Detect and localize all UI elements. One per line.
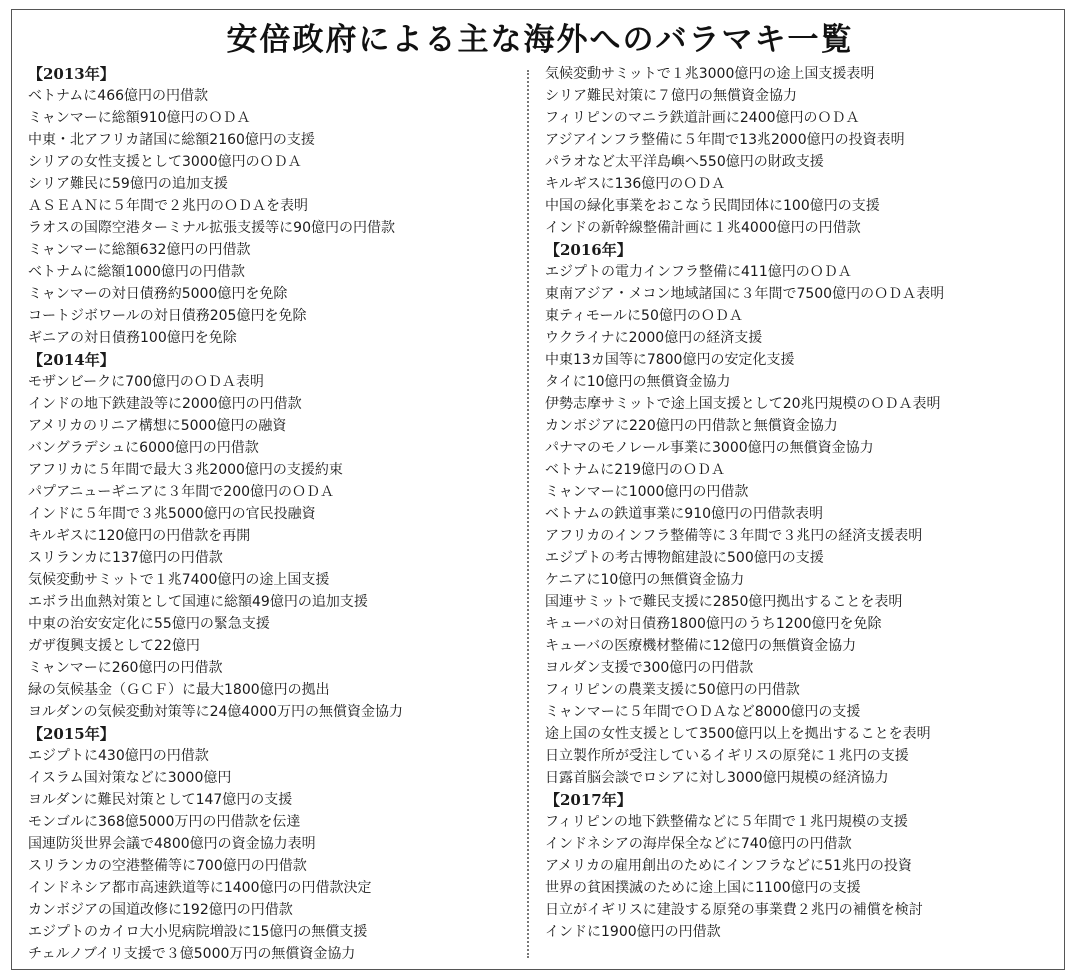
year-heading: 【2013年】 — [28, 65, 115, 83]
list-item: ラオスの国際空港ターミナル拡張支援等に90億円の円借款 — [28, 220, 395, 236]
list-item: 中国の緑化事業をおこなう民間団体に100億円の支援 — [545, 198, 880, 214]
list-item: キューバの対日債務1800億円のうち1200億円を免除 — [545, 616, 882, 632]
list-item: キューバの医療機材整備に12億円の無償資金協力 — [545, 638, 857, 654]
list-item: アメリカの雇用創出のためにインフラなどに51兆円の投資 — [545, 858, 912, 874]
list-item: エジプトのカイロ大小児病院増設に15億円の無償支援 — [28, 924, 368, 940]
list-item: 東南アジア・メコン地域諸国に３年間で7500億円のＯＤＡ表明 — [545, 286, 945, 302]
list-item: エジプトの電力インフラ整備に411億円のＯＤＡ — [545, 264, 852, 280]
list-item: 世界の貧困撲滅のために途上国に1100億円の支援 — [545, 880, 861, 896]
list-item: バングラデシュに6000億円の円借款 — [28, 440, 259, 456]
list-item: ベトナムに総額1000億円の円借款 — [28, 264, 245, 280]
year-heading: 【2017年】 — [545, 791, 632, 809]
list-item: パナマのモノレール事業に3000億円の無償資金協力 — [545, 440, 874, 456]
list-item: ベトナムに466億円の円借款 — [28, 88, 209, 104]
list-item: 緑の気候基金（ＧＣＦ）に最大1800億円の拠出 — [28, 682, 330, 698]
list-item: モザンビークに700億円のＯＤＡ表明 — [28, 374, 264, 390]
list-item: インドネシア都市高速鉄道等に1400億円の円借款決定 — [28, 880, 372, 896]
list-item: ミャンマーに総額910億円のＯＤＡ — [28, 110, 251, 126]
list-item: 途上国の女性支援として3500億円以上を拠出することを表明 — [545, 726, 931, 742]
list-item: コートジボワールの対日債務205億円を免除 — [28, 308, 307, 324]
list-item: エジプトに430億円の円借款 — [28, 748, 209, 764]
list-item: シリアの女性支援として3000億円のＯＤＡ — [28, 154, 302, 170]
document-title: 安倍政府による主な海外へのバラマキ一覧 — [226, 22, 854, 58]
list-item: エボラ出血熱対策として国連に総額49億円の追加支援 — [28, 594, 368, 610]
column-divider — [527, 70, 529, 958]
list-item: イスラム国対策などに3000億円 — [28, 770, 232, 786]
list-item: ヨルダンの気候変動対策等に24億4000万円の無償資金協力 — [28, 704, 404, 720]
list-item: インドネシアの海岸保全などに740億円の円借款 — [545, 836, 852, 852]
list-item: カンボジアの国道改修に192億円の円借款 — [28, 902, 293, 918]
list-item: ミャンマーの対日債務約5000億円を免除 — [28, 286, 288, 302]
list-item: 国連防災世界会議で4800億円の資金協力表明 — [28, 836, 316, 852]
list-item: ＡＳＥＡＮに５年間で２兆円のＯＤＡを表明 — [28, 198, 308, 214]
list-item: キルギスに120億円の円借款を再開 — [28, 528, 251, 544]
list-item: 気候変動サミットで１兆3000億円の途上国支援表明 — [545, 66, 875, 82]
list-item: 中東の治安安定化に55億円の緊急支援 — [28, 616, 270, 632]
list-item: エジプトの考古博物館建設に500億円の支援 — [545, 550, 824, 566]
list-item: ガザ復興支援として22億円 — [28, 638, 200, 654]
list-item: ベトナムの鉄道事業に910億円の円借款表明 — [545, 506, 824, 522]
list-item: 伊勢志摩サミットで途上国支援として20兆円規模のＯＤＡ表明 — [545, 396, 941, 412]
list-item: シリア難民に59億円の追加支援 — [28, 176, 228, 192]
list-item: パラオなど太平洋島嶼へ550億円の財政支援 — [545, 154, 824, 170]
list-item: キルギスに136億円のＯＤＡ — [545, 176, 726, 192]
right-column — [545, 63, 1065, 943]
list-item: 気候変動サミットで１兆7400億円の途上国支援 — [28, 572, 330, 588]
list-item: 日立製作所が受注しているイギリスの原発に１兆円の支援 — [545, 748, 909, 764]
list-item: ケニアに10億円の無償資金協力 — [545, 572, 745, 588]
list-item: ヨルダン支援で300億円の円借款 — [545, 660, 754, 676]
list-item: シリア難民対策に７億円の無償資金協力 — [545, 88, 797, 104]
list-item: チェルノブイリ支援で３億5000万円の無償資金協力 — [28, 946, 356, 962]
list-item: ベトナムに219億円のＯＤＡ — [545, 462, 726, 478]
list-item: フィリピンの農業支援に50億円の円借款 — [545, 682, 800, 698]
list-item: ヨルダンに難民対策として147億円の支援 — [28, 792, 293, 808]
list-item: 中東13カ国等に7800億円の安定化支援 — [545, 352, 795, 368]
list-item: 国連サミットで難民支援に2850億円拠出することを表明 — [545, 594, 903, 610]
list-item: アフリカに５年間で最大３兆2000億円の支援約束 — [28, 462, 343, 478]
list-item: インドの地下鉄建設等に2000億円の円借款 — [28, 396, 302, 412]
list-item: インドの新幹線整備計画に１兆4000億円の円借款 — [545, 220, 861, 236]
list-item: アジアインフラ整備に５年間で13兆2000億円の投資表明 — [545, 132, 905, 148]
list-item: 中東・北アフリカ諸国に総額2160億円の支援 — [28, 132, 315, 148]
left-column — [28, 63, 518, 965]
list-item: モンゴルに368億5000万円の円借款を伝達 — [28, 814, 301, 830]
list-item: 日露首脳会談でロシアに対し3000億円規模の経済協力 — [545, 770, 889, 786]
list-item: アメリカのリニア構想に5000億円の融資 — [28, 418, 287, 434]
list-item: ミャンマーに260億円の円借款 — [28, 660, 223, 676]
list-item: スリランカの空港整備等に700億円の円借款 — [28, 858, 307, 874]
list-item: スリランカに137億円の円借款 — [28, 550, 223, 566]
list-item: ギニアの対日債務100億円を免除 — [28, 330, 237, 346]
list-item: インドに1900億円の円借款 — [545, 924, 721, 940]
list-item: ミャンマーに1000億円の円借款 — [545, 484, 749, 500]
list-item: 東ティモールに50億円のＯＤＡ — [545, 308, 743, 324]
list-item: フィリピンのマニラ鉄道計画に2400億円のＯＤＡ — [545, 110, 860, 126]
list-item: フィリピンの地下鉄整備などに５年間で１兆円規模の支援 — [545, 814, 908, 830]
list-item: ミャンマーに総額632億円の円借款 — [28, 242, 251, 258]
list-item: アフリカのインフラ整備等に３年間で３兆円の経済支援表明 — [545, 528, 923, 544]
list-item: インドに５年間で３兆5000億円の官民投融資 — [28, 506, 316, 522]
year-heading: 【2015年】 — [28, 725, 115, 743]
year-heading: 【2014年】 — [28, 351, 115, 369]
list-item: ウクライナに2000億円の経済支援 — [545, 330, 763, 346]
list-item: ミャンマーに５年間でＯＤＡなど8000億円の支援 — [545, 704, 861, 720]
year-heading: 【2016年】 — [545, 241, 632, 259]
list-item: タイに10億円の無償資金協力 — [545, 374, 731, 390]
list-item: 日立がイギリスに建設する原発の事業費２兆円の補償を検討 — [545, 902, 923, 918]
list-item: カンボジアに220億円の円借款と無償資金協力 — [545, 418, 838, 434]
list-item: パプアニューギニアに３年間で200億円のＯＤＡ — [28, 484, 335, 500]
